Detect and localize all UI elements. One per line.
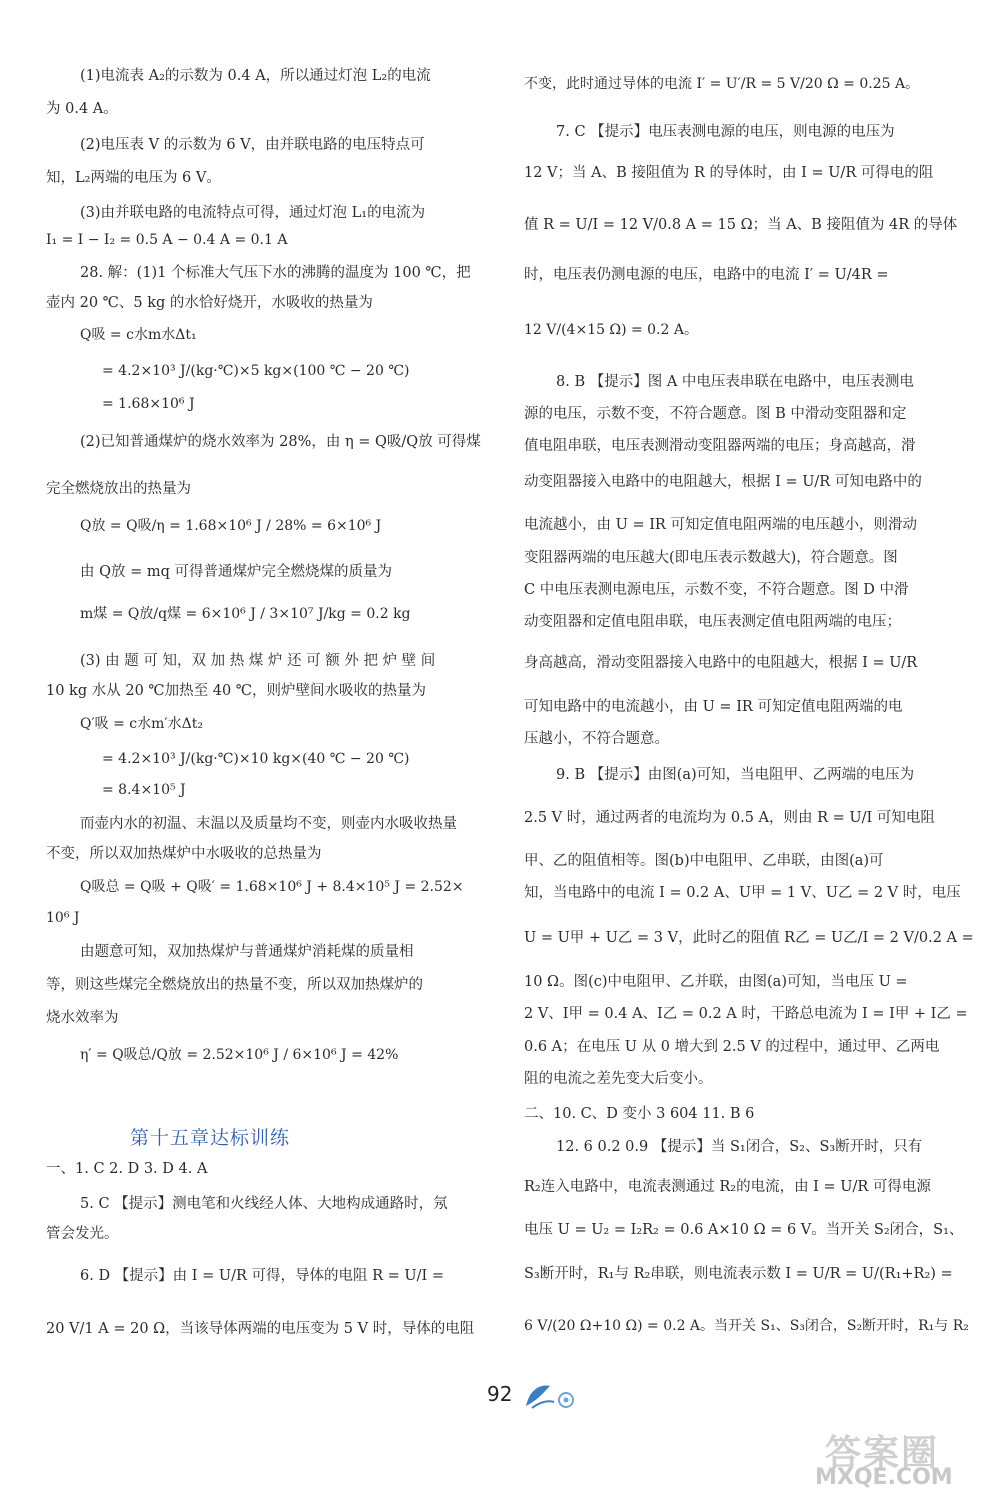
text-line: 2 V、I甲 = 0.4 A、I乙 = 0.2 A 时，干路总电流为 I = I甲 + I乙 = bbox=[524, 1006, 968, 1022]
answer-line: 5. C 【提示】测电笔和火线经人体、大地构成通路时，氖 bbox=[80, 1196, 448, 1212]
text-line: 由 Q放 = mq 可得普通煤炉完全燃烧煤的质量为 bbox=[80, 564, 393, 580]
answer-line: 7. C 【提示】电压表测电源的电压，则电源的电压为 bbox=[556, 124, 895, 140]
text-line: 为 0.4 A。 bbox=[46, 101, 118, 117]
equation-line: Q吸 = c水m水Δt₁ bbox=[80, 327, 197, 343]
equation-line: Q放 = Q吸/η = 1.68×10⁶ J / 28% = 6×10⁶ J bbox=[80, 518, 382, 534]
text-line: (3)由并联电路的电流特点可得，通过灯泡 L₁的电流为 bbox=[80, 205, 426, 221]
text-line: 而壶内水的初温、末温以及质量均不变，则壶内水吸收热量 bbox=[80, 816, 457, 832]
answer-line: 一、1. C 2. D 3. D 4. A bbox=[46, 1161, 208, 1177]
text-line: 12 V；当 A、B 接阻值为 R 的导体时，由 I = U/R 可得电的阻 bbox=[524, 165, 934, 181]
equation-line: 12 V/(4×15 Ω) = 0.2 A。 bbox=[524, 322, 698, 338]
text-line: C 中电压表测电源电压，示数不变，不符合题意。图 D 中滑 bbox=[524, 582, 909, 598]
text-line: 阻的电流之差先变大后变小。 bbox=[524, 1071, 713, 1087]
swirl-dot bbox=[564, 1398, 569, 1403]
equation-line: 10⁶ J bbox=[46, 910, 80, 926]
equation-line: S₃断开时，R₁与 R₂串联，则电流表示数 I = U/R = U/(R₁+R₂) = bbox=[524, 1266, 953, 1282]
text-line: 等，则这些煤完全燃烧放出的热量不变，所以双加热煤炉的 bbox=[46, 977, 423, 993]
text-line: 管会发光。 bbox=[46, 1226, 119, 1242]
watermark-title: 答案圈 bbox=[825, 1433, 940, 1474]
text-line: 完全燃烧放出的热量为 bbox=[46, 481, 191, 497]
text-line: 动变阻器接入电路中的电阻越大，根据 I = U/R 可知电路中的 bbox=[524, 474, 922, 490]
text-line: 值电阻串联，电压表测滑动变阻器两端的电压；身高越高，滑 bbox=[524, 438, 916, 454]
equation-line: η′ = Q吸总/Q放 = 2.52×10⁶ J / 6×10⁶ J = 42% bbox=[80, 1047, 399, 1063]
equation-line: m煤 = Q放/q煤 = 6×10⁶ J / 3×10⁷ J/kg = 0.2 kg bbox=[80, 606, 411, 622]
question-28-line: 28. 解：(1)1 个标准大气压下水的沸腾的温度为 100 ℃，把 bbox=[80, 265, 471, 281]
section-heading: 第十五章达标训练 bbox=[130, 1127, 291, 1149]
text-line: 变阻器两端的电压越大(即电压表示数越大)，符合题意。图 bbox=[524, 550, 898, 566]
leaf-logo-icon bbox=[520, 1380, 600, 1412]
text-line: (2)电压表 V 的示数为 6 V，由并联电路的电压特点可 bbox=[80, 137, 425, 153]
text-line: 0.6 A；在电压 U 从 0 增大到 2.5 V 的过程中，通过甲、乙两电 bbox=[524, 1039, 940, 1055]
text-line: 10 Ω。图(c)中电阻甲、乙并联，由图(a)可知，当电压 U = bbox=[524, 974, 908, 990]
equation-line: = 8.4×10⁵ J bbox=[102, 782, 186, 798]
text-line: 10 kg 水从 20 ℃加热至 40 ℃，则炉壁间水吸收的热量为 bbox=[46, 683, 427, 699]
equation-line: 6 V/(20 Ω+10 Ω) = 0.2 A。当开关 S₁、S₃闭合，S₂断开时，R₁与 R₂ bbox=[524, 1318, 969, 1334]
text-line: (2)已知普通煤炉的烧水效率为 28%，由 η = Q吸/Q放 可得煤 bbox=[80, 434, 481, 450]
text-line: 动变阻器和定值电阻串联，电压表测定值电阻两端的电压； bbox=[524, 614, 901, 630]
equation-line: = 4.2×10³ J/(kg·℃)×5 kg×(100 ℃ − 20 ℃) bbox=[102, 363, 410, 379]
answer-line: 9. B 【提示】由图(a)可知，当电阻甲、乙两端的电压为 bbox=[556, 767, 915, 783]
text-line: (1)电流表 A₂的示数为 0.4 A，所以通过灯泡 L₂的电流 bbox=[80, 68, 431, 84]
equation-line: 值 R = U/I = 12 V/0.8 A = 15 Ω；当 A、B 接阻值为 4R 的导体 bbox=[524, 217, 958, 233]
equation-line: = 1.68×10⁶ J bbox=[102, 396, 195, 412]
text-line: 由题意可知，双加热煤炉与普通煤炉消耗煤的质量相 bbox=[80, 944, 414, 960]
text-line: (3) 由 题 可 知，双 加 热 煤 炉 还 可 额 外 把 炉 壁 间 bbox=[80, 653, 436, 669]
equation-line: U = U甲 + U乙 = 3 V，此时乙的阻值 R乙 = U乙/I = 2 V/0.2 A = bbox=[524, 930, 974, 946]
text-line: 压越小，不符合题意。 bbox=[524, 731, 669, 747]
text-line: 不变，所以双加热煤炉中水吸收的总热量为 bbox=[46, 846, 322, 862]
equation-line: = 4.2×10³ J/(kg·℃)×10 kg×(40 ℃ − 20 ℃) bbox=[102, 751, 410, 767]
text-line: 甲、乙的阻值相等。图(b)中电阻甲、乙串联，由图(a)可 bbox=[524, 853, 884, 869]
text-line: 知，当电路中的电流 I = 0.2 A、U甲 = 1 V、U乙 = 2 V 时，电压 bbox=[524, 885, 961, 901]
text-line: 20 V/1 A = 20 Ω，当该导体两端的电压变为 5 V 时，导体的电阻 bbox=[46, 1321, 475, 1337]
text-line: 2.5 V 时，通过两者的电流均为 0.5 A，则由 R = U/I 可知电阻 bbox=[524, 810, 935, 826]
page-number: 92 bbox=[487, 1382, 513, 1406]
answer-line: 12. 6 0.2 0.9 【提示】当 S₁闭合，S₂、S₃断开时，只有 bbox=[556, 1139, 923, 1155]
text-line: 身高越高，滑动变阻器接入电路中的电阻越大，根据 I = U/R bbox=[524, 655, 918, 671]
equation-line: 不变，此时通过导体的电流 I′ = U′/R = 5 V/20 Ω = 0.25 A。 bbox=[524, 76, 920, 92]
equation-line: Q吸总 = Q吸 + Q吸′ = 1.68×10⁶ J + 8.4×10⁵ J = 2.52× bbox=[80, 879, 464, 895]
equation-line: 电压 U = U₂ = I₂R₂ = 0.6 A×10 Ω = 6 V。当开关 S₂闭合，S₁、 bbox=[524, 1222, 964, 1238]
leaf-stem bbox=[532, 1401, 554, 1408]
equation-line: Q′吸 = c水m′水Δt₂ bbox=[80, 716, 203, 732]
answer-line: 二、10. C、D 变小 3 604 11. B 6 bbox=[524, 1106, 755, 1122]
answer-line: 6. D 【提示】由 I = U/R 可得，导体的电阻 R = U/I = bbox=[80, 1268, 444, 1284]
watermark bbox=[815, 1425, 990, 1490]
text-line: 源的电压，示数不变，不符合题意。图 B 中滑动变阻器和定 bbox=[524, 406, 907, 422]
text-line: R₂连入电路中，电流表测通过 R₂的电流，由 I = U/R 可得电源 bbox=[524, 1179, 931, 1195]
text-line: 电流越小，由 U = IR 可知定值电阻两端的电压越小，则滑动 bbox=[524, 517, 917, 533]
text-line: 壶内 20 ℃、5 kg 的水恰好烧开，水吸收的热量为 bbox=[46, 295, 373, 311]
equation-line: I₁ = I − I₂ = 0.5 A − 0.4 A = 0.1 A bbox=[46, 232, 288, 248]
leaf-shape bbox=[526, 1386, 550, 1406]
text-line: 烧水效率为 bbox=[46, 1010, 119, 1026]
text-line: 可知电路中的电流越小，由 U = IR 可知定值电阻两端的电 bbox=[524, 699, 903, 715]
text-line: 知，L₂两端的电压为 6 V。 bbox=[46, 170, 221, 186]
answer-line: 8. B 【提示】图 A 中电压表串联在电路中，电压表测电 bbox=[556, 374, 914, 390]
watermark-url: MXQE.COM bbox=[815, 1465, 953, 1490]
text-line: 时，电压表仍测电源的电压，电路中的电流 I′ = U/4R = bbox=[524, 267, 889, 283]
